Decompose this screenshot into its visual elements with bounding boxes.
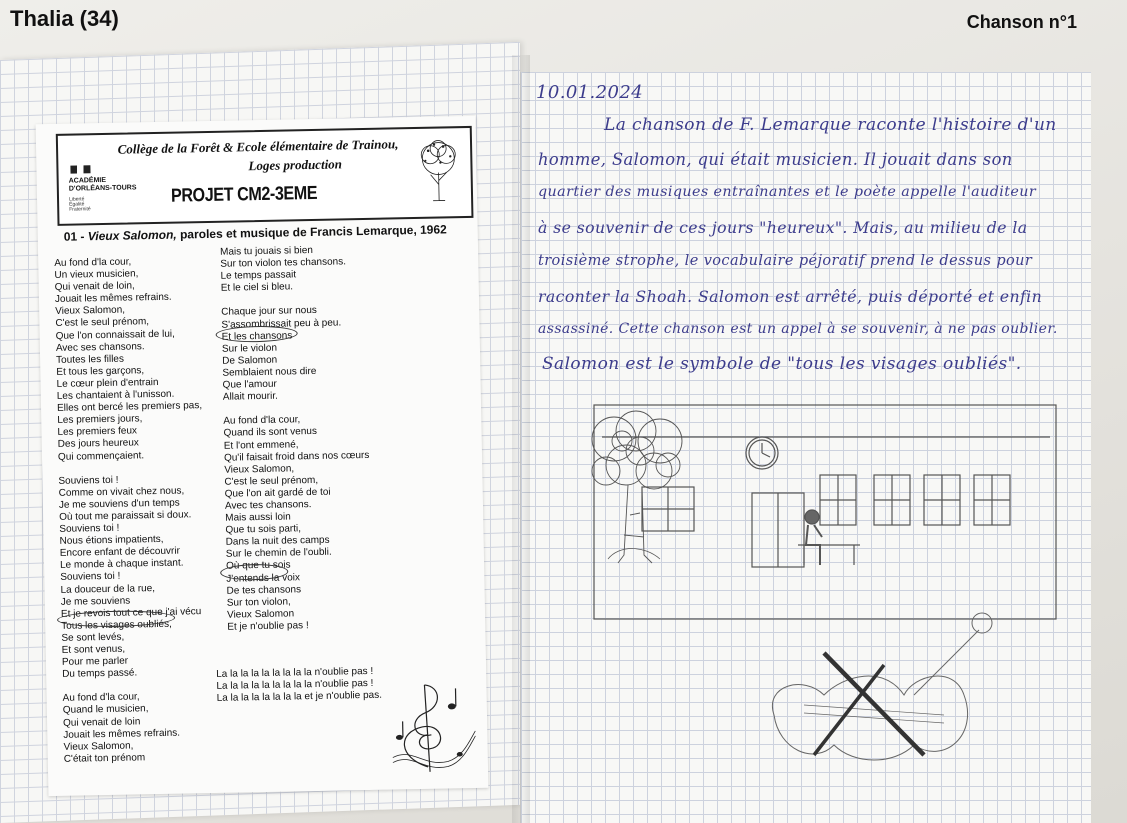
academy-motto: Liberté Égalité Fraternité [68, 196, 91, 213]
production-name: Loges production [248, 156, 343, 174]
note-line-2: homme, Salomon, qui était musicien. Il jouait dans son [538, 150, 1013, 169]
college-name: Collège de la Forêt & Ecole élémentaire de Trainou, [117, 136, 399, 157]
note-line-6: raconter la Shoah. Salomon est arrêté, puis déporté et enfin [538, 287, 1043, 306]
note-date: 10.01.2024 [536, 82, 644, 103]
windows-row-drawing [820, 475, 1010, 525]
republic-flag-icon [70, 165, 90, 173]
school-banner [56, 126, 474, 226]
song-name: Vieux Salomon, [87, 227, 177, 244]
song-credit: paroles et musique de Francis Lemarque, 1962 [176, 222, 447, 242]
lyrics-sheet [36, 116, 489, 796]
tree-logo-icon [410, 134, 467, 207]
pencil-drawing [584, 395, 1064, 785]
song-number-label: Chanson n°1 [966, 12, 1077, 32]
lyrics-column-right: Mais tu jouais si bien Sur ton violon tes chansons. Le temps passait Et le ciel si bleu. Chaque jour sur nous S'assombrissait peu à peu. Et les chansons Sur le violon De Salomon Semblaient nous dire Que l'amour Allait mourir. Au fond d'la cour, Quand ils sont venus Et l'ont emmené, Qu'il faisait froid dans nos cœurs Vieux Salomon, C'est le seul prénom, Que l'on ait gardé de toi Avec tes chansons. Mais aussi loin Que tu sois parti, Dans la nuit des camps Sur le chemin de l'oubli. Où que tu sois J'entends la voix De tes chansons Sur ton violon, Vieux Salomon Et je n'oublie pas ! [219, 244, 370, 633]
note-line-1: La chanson de F. Lemarque raconte l'histoire d'un [604, 115, 1057, 135]
note-line-3: quartier des musiques entraînantes et le poète appelle l'auditeur [538, 184, 1037, 200]
crossed-violin-drawing [772, 613, 992, 760]
note-line-8: Salomon est le symbole de "tous les visages oubliés". [542, 354, 1022, 374]
notebook-spine [512, 55, 530, 823]
clock-drawing [746, 437, 778, 469]
project-title: PROJET CM2-3EME [170, 182, 318, 207]
seated-figure-drawing [798, 510, 860, 565]
music-notes-icon [386, 676, 478, 778]
student-label: Thalia (34) [10, 6, 119, 31]
song-number: 01 - [63, 229, 88, 244]
lyrics-column-left: Au fond d'la cour, Un vieux musicien, Qui venait de loin, Jouait les mêmes refrains. Vieux Salomon, C'est le seul prénom, Que l'on connaissait de lui, Avec ses chansons. Toutes les filles Et tous les garçons, Le cœur plein d'entrain Les chantaient à l'unisson. Elles ont bercé les premiers pas, Les premiers jours, Les premiers feux Des jours heureux Qui commençaient. Souviens toi ! Comme on vivait chez nous, Je me souviens d'un temps Où tout me paraissait si doux. Souviens toi ! Nous étions impatients, Encore enfant de découvrir Le monde à chaque instant. Souviens toi ! La douceur de la rue, Je me souviens Et je revois tout ce que j'ai vécu Tous les visages oubliés, Se sont levés, Et sont venus, Pour me parler Du temps passé. Au fond d'la cour, Quand le musicien, Qui venait de loin Jouait les mêmes refrains. Vieux Salomon, C'était ton prénom [54, 256, 203, 765]
academy-name: ACADÉMIE D'ORLÉANS-TOURS [68, 176, 137, 193]
note-line-7: assassiné. Cette chanson est un appel à se souvenir, à ne pas oublier. [538, 321, 1058, 337]
lyrics-refrain: La la la la la la la la la n'oublie pas ! La la la la la la la la la n'oublie pas ! La la la la la la la la et je n'oublie pas. [216, 665, 383, 704]
note-line-4: à se souvenir de ces jours "heureux". Mais, au milieu de la [538, 218, 1028, 237]
note-line-5: troisième strophe, le vocabulaire péjoratif prend le dessus pour [538, 253, 1033, 269]
song-title [64, 222, 474, 244]
